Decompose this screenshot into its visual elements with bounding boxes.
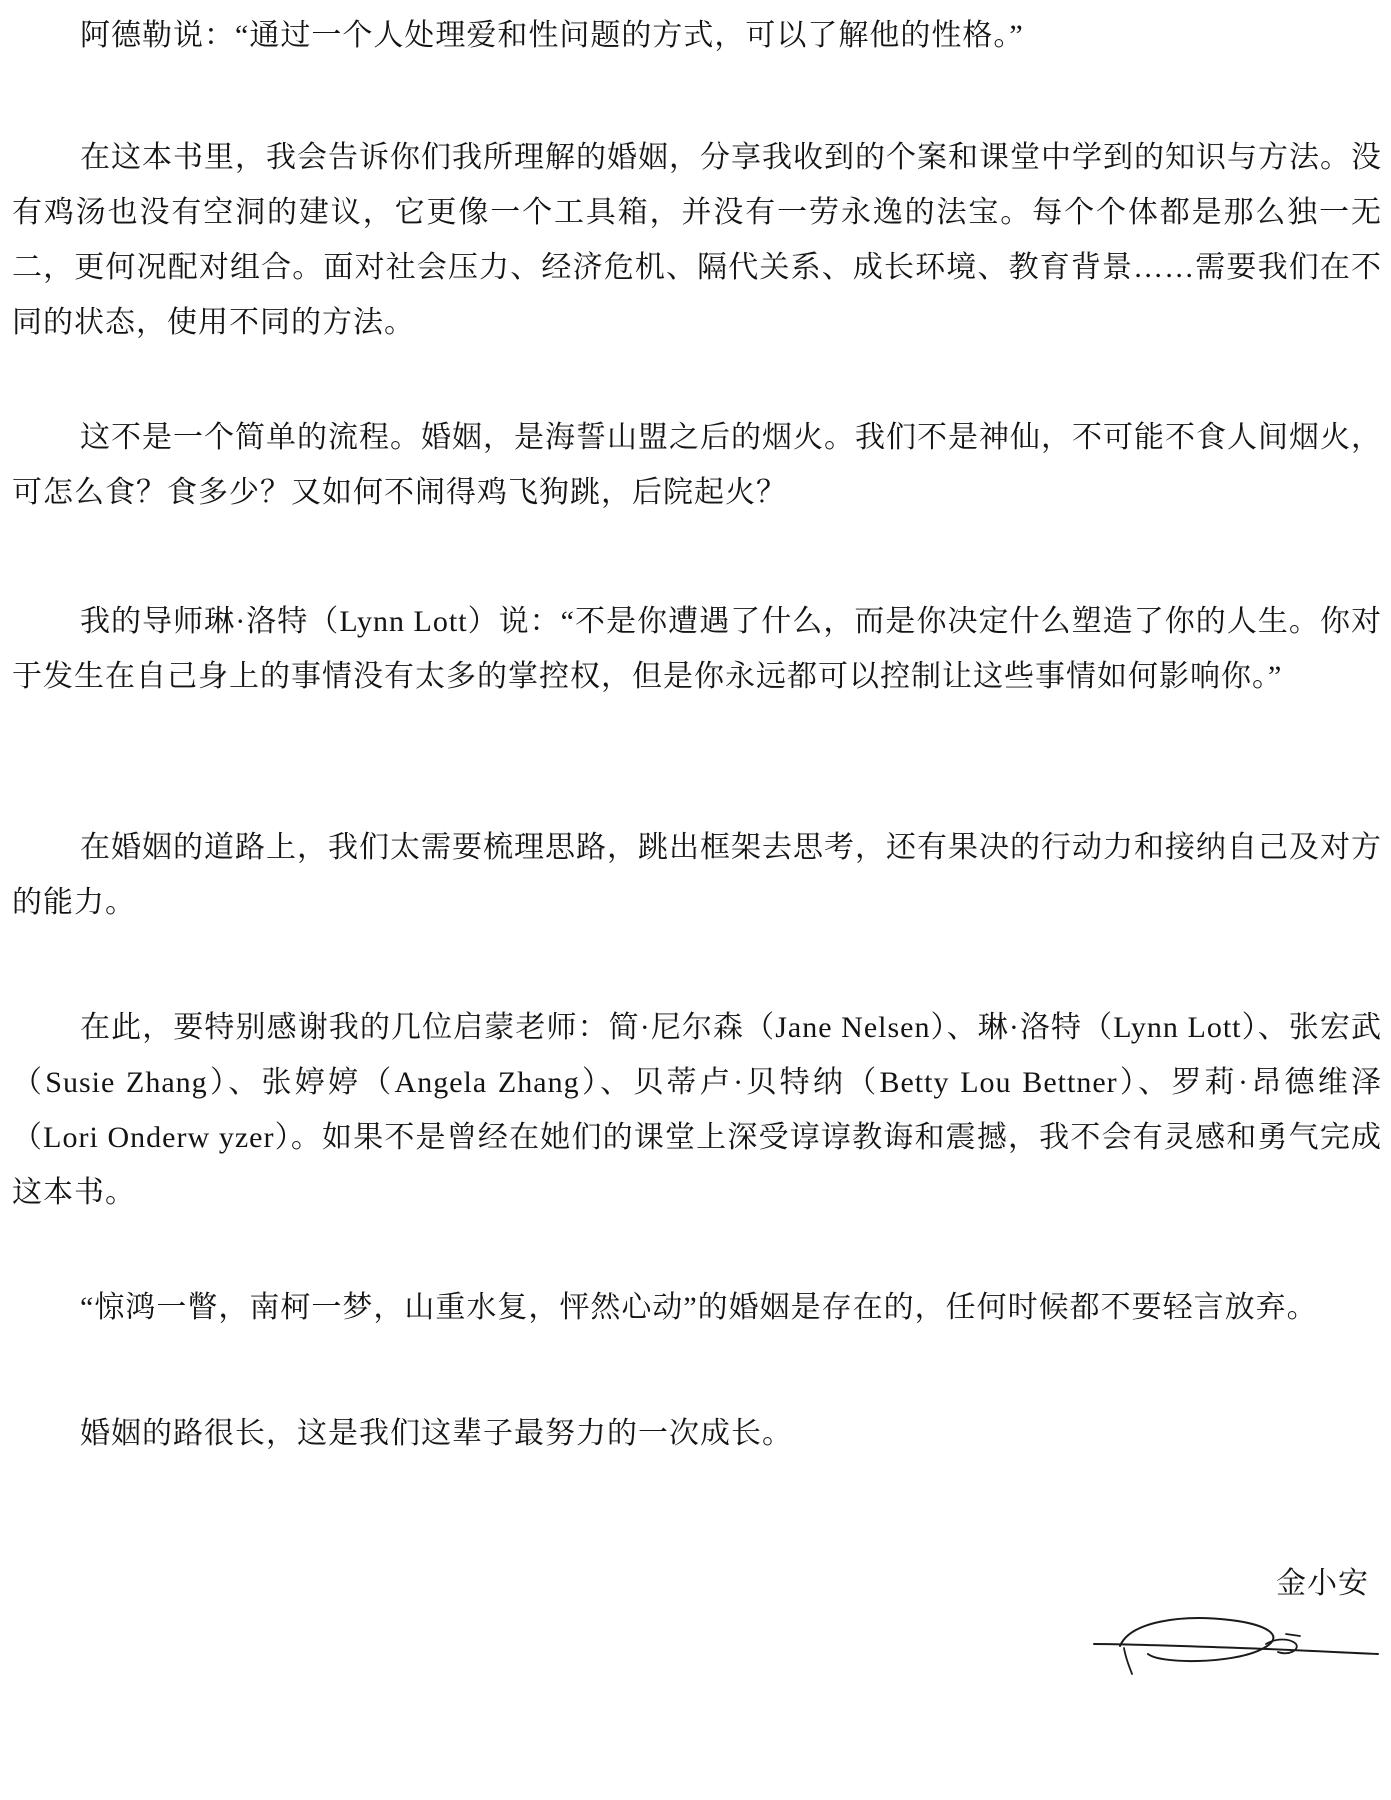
paragraph-marriage-fireworks: 这不是一个简单的流程。婚姻，是海誓山盟之后的烟火。我们不是神仙，不可能不食人间烟火，可怎么食？食多少？又如何不闹得鸡飞狗跳，后院起火？ [12,421,1382,509]
paragraph-closing: 婚姻的路很长，这是我们这辈子最努力的一次成长。 [80,1417,793,1450]
paragraph-never-give-up: “惊鸿一瞥，南柯一梦，山重水复，怦然心动”的婚姻是存在的，任何时候都不要轻言放弃。 [80,1291,1318,1324]
paragraph-book-intro: 在这本书里，我会告诉你们我所理解的婚姻，分享我收到的个案和课堂中学到的知识与方法。没有鸡汤也没有空洞的建议，它更像一个工具箱，并没有一劳永逸的法宝。每个个体都是那么独一无二，更何况配对组合。面对社会压力、经济危机、隔代关系、成长环境、教育背景……需要我们在不同的状态，使用不同的方法。 [12,141,1382,339]
author-name: 金小安 [1276,1567,1369,1600]
paragraph-lynn-lott-quote: 我的导师琳·洛特（Lynn Lott）说：“不是你遭遇了什么，而是你决定什么塑造了你的人生。你对于发生在自己身上的事情没有太多的掌控权，但是你永远都可以控制让这些事情如何影响你。” [12,605,1382,693]
paragraph-marriage-road: 在婚姻的道路上，我们太需要梳理思路，跳出框架去思考，还有果决的行动力和接纳自己及对方的能力。 [12,831,1382,919]
paragraph-adler-quote: 阿德勒说：“通过一个人处理爱和性问题的方式，可以了解他的性格。” [80,19,1024,52]
paragraph-acknowledgements: 在此，要特别感谢我的几位启蒙老师：简·尼尔森（Jane Nelsen）、琳·洛特（Lynn Lott）、张宏武（Susie Zhang）、张婷婷（Angela Zhang）、贝蒂卢·贝特纳（Betty Lou Bettner）、罗莉·昂德维泽（Lori Onderw yzer）。如果不是曾经在她们的课堂上深受谆谆教诲和震撼，我不会有灵感和勇气完成这本书。 [12,1011,1382,1209]
handwritten-signature [1090,1610,1380,1690]
